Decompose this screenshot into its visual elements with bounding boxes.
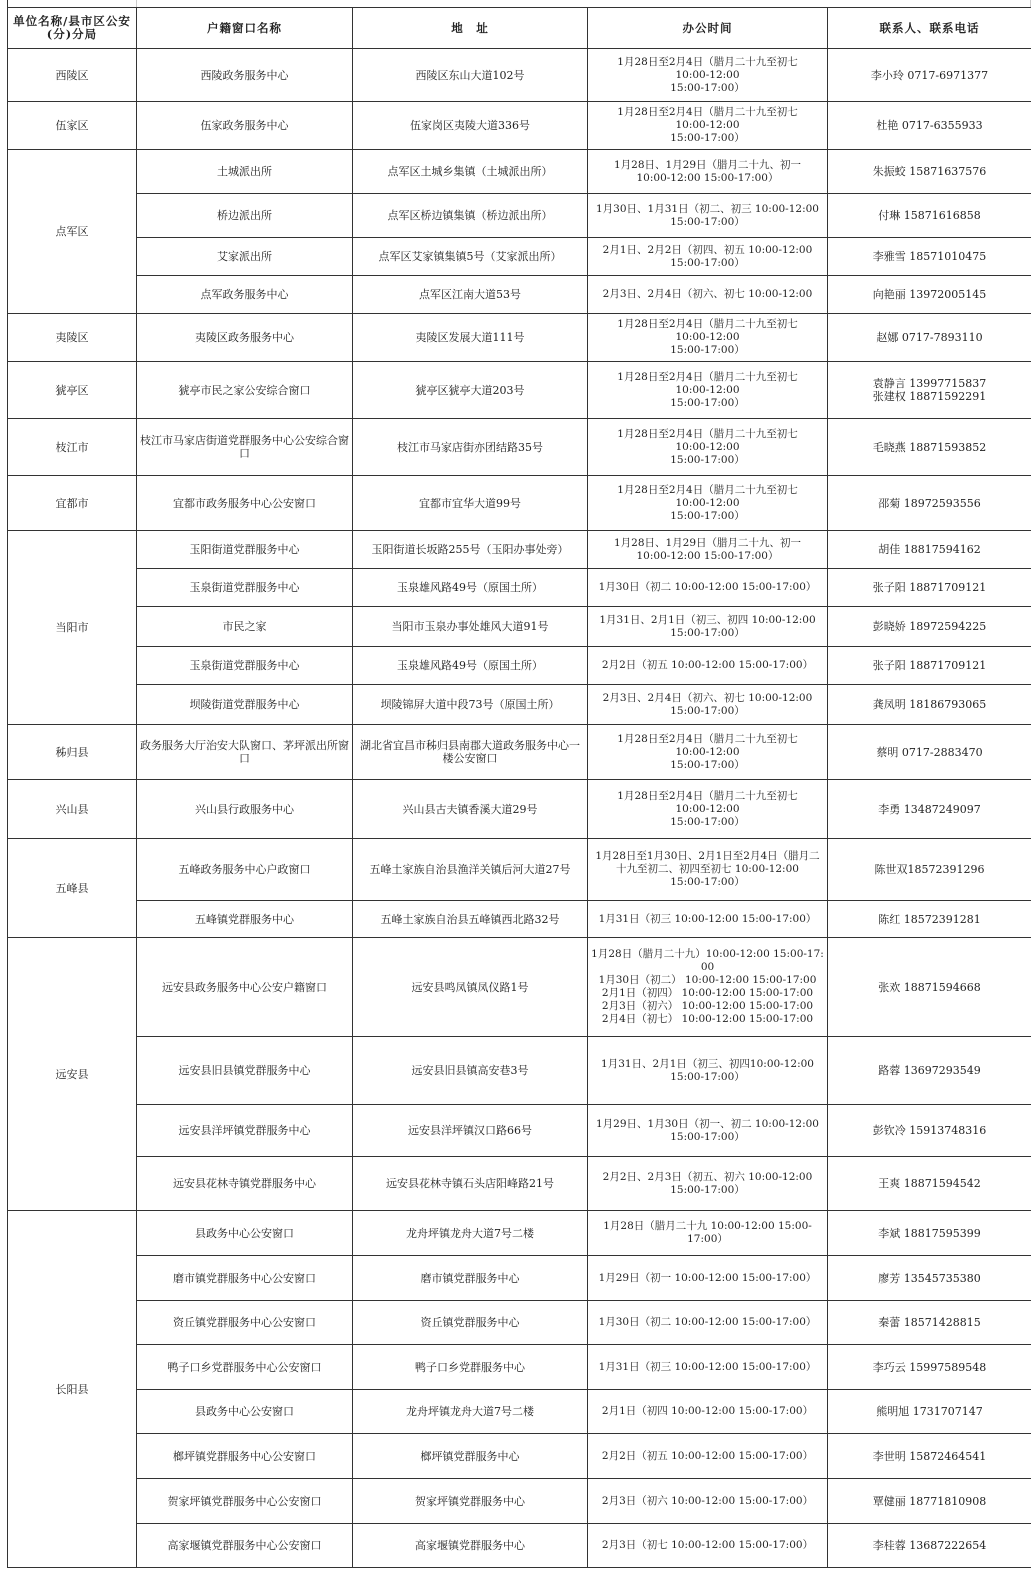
address-cell: 榔坪镇党群服务中心 bbox=[353, 1434, 588, 1479]
window-name-cell: 远安县花林寺镇党群服务中心 bbox=[137, 1157, 353, 1211]
address-cell: 点军区艾家镇集镇5号（艾家派出所） bbox=[353, 238, 588, 276]
header-office-hours: 办公时间 bbox=[588, 8, 828, 49]
contact-cell: 秦蕾 18571428815 bbox=[828, 1301, 1031, 1345]
unit-name-cell: 当阳市 bbox=[8, 531, 137, 725]
office-hours-cell: 1月31日、2月1日（初三、初四 10:00-12:00 15:00-17:00） bbox=[588, 607, 828, 647]
contact-cell: 李勇 13487249097 bbox=[828, 780, 1031, 839]
office-hours-cell: 1月30日（初二 10:00-12:00 15:00-17:00） bbox=[588, 569, 828, 607]
address-cell: 远安县花林寺镇石头店阳峰路21号 bbox=[353, 1157, 588, 1211]
contact-cell: 陈世双18572391296 bbox=[828, 839, 1031, 901]
window-name-cell: 坝陵街道党群服务中心 bbox=[137, 685, 353, 725]
contact-cell: 李世明 15872464541 bbox=[828, 1434, 1031, 1479]
unit-name-cell: 宜都市 bbox=[8, 476, 137, 531]
schedule-table bbox=[7, 7, 1031, 1568]
contact-cell: 向艳丽 13972005145 bbox=[828, 276, 1031, 314]
header-address: 地 址 bbox=[353, 8, 588, 49]
office-hours-cell: 1月31日、2月1日（初三、初四10:00-12:00 15:00-17:00） bbox=[588, 1037, 828, 1105]
contact-cell: 付琳 15871616858 bbox=[828, 194, 1031, 238]
unit-name-cell: 枝江市 bbox=[8, 419, 137, 476]
window-name-cell: 远安县旧县镇党群服务中心 bbox=[137, 1037, 353, 1105]
office-hours-cell: 1月28日（腊月二十九）10:00-12:00 15:00-17:00 1月30日（初二） 10:00-12:00 15:00-17:00 2月1日（初四） 10:00-12:00 15:00-17:00 2月3日（初六） 10:00-12:00 15:00-17:00 2月4日（初七） 10:00-12:00 15:00-17:00 bbox=[588, 938, 828, 1037]
table-row bbox=[8, 531, 1031, 569]
address-cell: 湖北省宜昌市秭归县南郡大道政务服务中心一楼公安窗口 bbox=[353, 725, 588, 780]
unit-name-cell: 五峰县 bbox=[8, 839, 137, 938]
address-cell: 玉泉雄风路49号（原国土所） bbox=[353, 647, 588, 685]
address-cell: 坝陵锦屏大道中段73号（原国土所） bbox=[353, 685, 588, 725]
office-hours-cell: 2月3日（初六 10:00-12:00 15:00-17:00） bbox=[588, 1479, 828, 1524]
contact-cell: 李雅雪 18571010475 bbox=[828, 238, 1031, 276]
window-name-cell: 艾家派出所 bbox=[137, 238, 353, 276]
table-row bbox=[8, 1479, 1031, 1524]
office-hours-cell: 1月28日、1月29日（腊月二十九、初一 10:00-12:00 15:00-17:00） bbox=[588, 150, 828, 194]
table-row bbox=[8, 780, 1031, 839]
office-hours-cell: 1月28日至2月4日（腊月二十九至初七 10:00-12:00 15:00-17:00） bbox=[588, 780, 828, 839]
office-hours-cell: 1月28日（腊月二十九 10:00-12:00 15:00- 17:00） bbox=[588, 1211, 828, 1256]
office-hours-cell: 1月28日至2月4日（腊月二十九至初七 10:00-12:00 15:00-17:00） bbox=[588, 49, 828, 102]
office-hours-cell: 1月28日、1月29日（腊月二十九、初一 10:00-12:00 15:00-17:00） bbox=[588, 531, 828, 569]
contact-cell: 袁静言 13997715837 张建权 18871592291 bbox=[828, 362, 1031, 419]
address-cell: 西陵区东山大道102号 bbox=[353, 49, 588, 102]
header-window-name: 户籍窗口名称 bbox=[137, 8, 353, 49]
table-row bbox=[8, 725, 1031, 780]
office-hours-cell: 2月2日（初五 10:00-12:00 15:00-17:00） bbox=[588, 1434, 828, 1479]
unit-name-cell: 猇亭区 bbox=[8, 362, 137, 419]
contact-cell: 毛晓燕 18871593852 bbox=[828, 419, 1031, 476]
office-hours-cell: 1月30日、1月31日（初二、初三 10:00-12:00 15:00-17:00） bbox=[588, 194, 828, 238]
unit-name-cell: 兴山县 bbox=[8, 780, 137, 839]
address-cell: 伍家岗区夷陵大道336号 bbox=[353, 102, 588, 150]
office-hours-cell: 1月28日至2月4日（腊月二十九至初七 10:00-12:00 15:00-17:00） bbox=[588, 314, 828, 362]
table-row bbox=[8, 194, 1031, 238]
address-cell: 点军区土城乡集镇（土城派出所） bbox=[353, 150, 588, 194]
contact-cell: 路蓉 13697293549 bbox=[828, 1037, 1031, 1105]
table-row bbox=[8, 419, 1031, 476]
table-row bbox=[8, 238, 1031, 276]
office-hours-cell: 2月1日、2月2日（初四、初五 10:00-12:00 15:00-17:00） bbox=[588, 238, 828, 276]
window-name-cell: 伍家政务服务中心 bbox=[137, 102, 353, 150]
address-cell: 贺家坪镇党群服务中心 bbox=[353, 1479, 588, 1524]
table-row bbox=[8, 685, 1031, 725]
table-row bbox=[8, 476, 1031, 531]
table-row bbox=[8, 1345, 1031, 1390]
table-row bbox=[8, 647, 1031, 685]
address-cell: 当阳市玉泉办事处雄风大道91号 bbox=[353, 607, 588, 647]
table-row bbox=[8, 1301, 1031, 1345]
unit-name-cell: 远安县 bbox=[8, 938, 137, 1211]
contact-cell: 陈红 18572391281 bbox=[828, 901, 1031, 938]
office-hours-cell: 2月3日、2月4日（初六、初七 10:00-12:00 15:00-17:00） bbox=[588, 685, 828, 725]
address-cell: 夷陵区发展大道111号 bbox=[353, 314, 588, 362]
header-contact: 联系人、联系电话 bbox=[828, 8, 1031, 49]
address-cell: 点军区江南大道53号 bbox=[353, 276, 588, 314]
window-name-cell: 桥边派出所 bbox=[137, 194, 353, 238]
address-cell: 猇亭区猇亭大道203号 bbox=[353, 362, 588, 419]
table-row bbox=[8, 1256, 1031, 1301]
table-row bbox=[8, 1211, 1031, 1256]
window-name-cell: 磨市镇党群服务中心公安窗口 bbox=[137, 1256, 353, 1301]
window-name-cell: 政务服务大厅治安大队窗口、茅坪派出所窗口 bbox=[137, 725, 353, 780]
contact-cell: 李小玲 0717-6971377 bbox=[828, 49, 1031, 102]
address-cell: 玉阳街道长坂路255号（玉阳办事处旁） bbox=[353, 531, 588, 569]
table-row bbox=[8, 607, 1031, 647]
address-cell: 资丘镇党群服务中心 bbox=[353, 1301, 588, 1345]
window-name-cell: 宜都市政务服务中心公安窗口 bbox=[137, 476, 353, 531]
unit-name-cell: 伍家区 bbox=[8, 102, 137, 150]
office-hours-cell: 2月2日、2月3日（初五、初六 10:00-12:00 15:00-17:00） bbox=[588, 1157, 828, 1211]
header-unit: 单位名称/县市区公安 (分)分局 bbox=[8, 8, 137, 49]
window-name-cell: 猇亭市民之家公安综合窗口 bbox=[137, 362, 353, 419]
address-cell: 高家堰镇党群服务中心 bbox=[353, 1524, 588, 1568]
contact-cell: 熊明旭 1731707147 bbox=[828, 1390, 1031, 1434]
address-cell: 兴山县古夫镇香溪大道29号 bbox=[353, 780, 588, 839]
contact-cell: 张子阳 18871709121 bbox=[828, 569, 1031, 607]
window-name-cell: 市民之家 bbox=[137, 607, 353, 647]
table-row bbox=[8, 1434, 1031, 1479]
table-row bbox=[8, 1390, 1031, 1434]
address-cell: 宜都市宜华大道99号 bbox=[353, 476, 588, 531]
window-name-cell: 五峰政务服务中心户政窗口 bbox=[137, 839, 353, 901]
office-hours-cell: 1月29日、1月30日（初一、初二 10:00-12:00 15:00-17:00） bbox=[588, 1105, 828, 1157]
table-row bbox=[8, 102, 1031, 150]
office-hours-cell: 1月31日（初三 10:00-12:00 15:00-17:00） bbox=[588, 1345, 828, 1390]
contact-cell: 张子阳 18871709121 bbox=[828, 647, 1031, 685]
table-row bbox=[8, 1105, 1031, 1157]
contact-cell: 龚凤明 18186793065 bbox=[828, 685, 1031, 725]
table-row bbox=[8, 1037, 1031, 1105]
window-name-cell: 土城派出所 bbox=[137, 150, 353, 194]
address-cell: 龙舟坪镇龙舟大道7号二楼 bbox=[353, 1390, 588, 1434]
office-hours-cell: 1月28日至2月4日（腊月二十九至初七 10:00-12:00 15:00-17:00） bbox=[588, 725, 828, 780]
address-cell: 远安县旧县镇高安巷3号 bbox=[353, 1037, 588, 1105]
office-hours-cell: 2月1日（初四 10:00-12:00 15:00-17:00） bbox=[588, 1390, 828, 1434]
office-hours-cell: 2月2日（初五 10:00-12:00 15:00-17:00） bbox=[588, 647, 828, 685]
window-name-cell: 鸭子口乡党群服务中心公安窗口 bbox=[137, 1345, 353, 1390]
contact-cell: 李桂蓉 13687222654 bbox=[828, 1524, 1031, 1568]
window-name-cell: 远安县洋坪镇党群服务中心 bbox=[137, 1105, 353, 1157]
office-hours-cell: 1月28日至1月30日、2月1日至2月4日（腊月二十九至初二、初四至初七 10:00-12:00 15:00-17:00） bbox=[588, 839, 828, 901]
address-cell: 五峰土家族自治县五峰镇西北路32号 bbox=[353, 901, 588, 938]
contact-cell: 朱振蛟 15871637576 bbox=[828, 150, 1031, 194]
table-row bbox=[8, 314, 1031, 362]
address-cell: 点军区桥边镇集镇（桥边派出所） bbox=[353, 194, 588, 238]
unit-name-cell: 点军区 bbox=[8, 150, 137, 314]
contact-cell: 张欢 18871594668 bbox=[828, 938, 1031, 1037]
contact-cell: 廖芳 13545735380 bbox=[828, 1256, 1031, 1301]
office-hours-cell: 1月31日（初三 10:00-12:00 15:00-17:00） bbox=[588, 901, 828, 938]
window-name-cell: 榔坪镇党群服务中心公安窗口 bbox=[137, 1434, 353, 1479]
contact-cell: 覃健丽 18771810908 bbox=[828, 1479, 1031, 1524]
window-name-cell: 西陵政务服务中心 bbox=[137, 49, 353, 102]
office-hours-cell: 1月28日至2月4日（腊月二十九至初七 10:00-12:00 15:00-17:00） bbox=[588, 362, 828, 419]
window-name-cell: 玉泉街道党群服务中心 bbox=[137, 569, 353, 607]
table-row bbox=[8, 276, 1031, 314]
header-row bbox=[8, 8, 1031, 49]
window-name-cell: 贺家坪镇党群服务中心公安窗口 bbox=[137, 1479, 353, 1524]
window-name-cell: 远安县政务服务中心公安户籍窗口 bbox=[137, 938, 353, 1037]
contact-cell: 杜艳 0717-6355933 bbox=[828, 102, 1031, 150]
window-name-cell: 县政务中心公安窗口 bbox=[137, 1390, 353, 1434]
table-row bbox=[8, 362, 1031, 419]
office-hours-cell: 2月3日（初七 10:00-12:00 15:00-17:00） bbox=[588, 1524, 828, 1568]
office-hours-cell: 1月29日（初一 10:00-12:00 15:00-17:00） bbox=[588, 1256, 828, 1301]
unit-name-cell: 秭归县 bbox=[8, 725, 137, 780]
table-row bbox=[8, 150, 1031, 194]
contact-cell: 李斌 18817595399 bbox=[828, 1211, 1031, 1256]
window-name-cell: 点军政务服务中心 bbox=[137, 276, 353, 314]
office-hours-cell: 2月3日、2月4日（初六、初七 10:00-12:00 bbox=[588, 276, 828, 314]
office-hours-cell: 1月28日至2月4日（腊月二十九至初七 10:00-12:00 15:00-17:00） bbox=[588, 102, 828, 150]
contact-cell: 彭钦冷 15913748316 bbox=[828, 1105, 1031, 1157]
contact-cell: 蔡明 0717-2883470 bbox=[828, 725, 1031, 780]
table-row bbox=[8, 1524, 1031, 1568]
contact-cell: 李巧云 15997589548 bbox=[828, 1345, 1031, 1390]
address-cell: 枝江市马家店街亦团结路35号 bbox=[353, 419, 588, 476]
table-row bbox=[8, 839, 1031, 901]
household-window-schedule-sheet bbox=[7, 7, 1031, 1568]
address-cell: 五峰土家族自治县渔洋关镇后河大道27号 bbox=[353, 839, 588, 901]
window-name-cell: 五峰镇党群服务中心 bbox=[137, 901, 353, 938]
table-row bbox=[8, 938, 1031, 1037]
address-cell: 玉泉雄风路49号（原国土所） bbox=[353, 569, 588, 607]
address-cell: 鸭子口乡党群服务中心 bbox=[353, 1345, 588, 1390]
unit-name-cell: 西陵区 bbox=[8, 49, 137, 102]
sheet-top-edge bbox=[7, 0, 1031, 7]
table-row bbox=[8, 569, 1031, 607]
window-name-cell: 枝江市马家店街道党群服务中心公安综合窗口 bbox=[137, 419, 353, 476]
table-row bbox=[8, 49, 1031, 102]
contact-cell: 王爽 18871594542 bbox=[828, 1157, 1031, 1211]
contact-cell: 胡佳 18817594162 bbox=[828, 531, 1031, 569]
office-hours-cell: 1月30日（初二 10:00-12:00 15:00-17:00） bbox=[588, 1301, 828, 1345]
table-row bbox=[8, 901, 1031, 938]
contact-cell: 彭晓娇 18972594225 bbox=[828, 607, 1031, 647]
schedule-body bbox=[8, 49, 1031, 1568]
window-name-cell: 玉泉街道党群服务中心 bbox=[137, 647, 353, 685]
contact-cell: 赵娜 0717-7893110 bbox=[828, 314, 1031, 362]
address-cell: 龙舟坪镇龙舟大道7号二楼 bbox=[353, 1211, 588, 1256]
address-cell: 远安县洋坪镇汉口路66号 bbox=[353, 1105, 588, 1157]
address-cell: 磨市镇党群服务中心 bbox=[353, 1256, 588, 1301]
window-name-cell: 县政务中心公安窗口 bbox=[137, 1211, 353, 1256]
office-hours-cell: 1月28日至2月4日（腊月二十九至初七 10:00-12:00 15:00-17:00） bbox=[588, 419, 828, 476]
window-name-cell: 玉阳街道党群服务中心 bbox=[137, 531, 353, 569]
contact-cell: 邵菊 18972593556 bbox=[828, 476, 1031, 531]
unit-name-cell: 长阳县 bbox=[8, 1211, 137, 1568]
window-name-cell: 资丘镇党群服务中心公安窗口 bbox=[137, 1301, 353, 1345]
table-row bbox=[8, 1157, 1031, 1211]
address-cell: 远安县鸣凤镇凤仪路1号 bbox=[353, 938, 588, 1037]
window-name-cell: 兴山县行政服务中心 bbox=[137, 780, 353, 839]
window-name-cell: 夷陵区政务服务中心 bbox=[137, 314, 353, 362]
unit-name-cell: 夷陵区 bbox=[8, 314, 137, 362]
window-name-cell: 高家堰镇党群服务中心公安窗口 bbox=[137, 1524, 353, 1568]
office-hours-cell: 1月28日至2月4日（腊月二十九至初七 10:00-12:00 15:00-17:00） bbox=[588, 476, 828, 531]
